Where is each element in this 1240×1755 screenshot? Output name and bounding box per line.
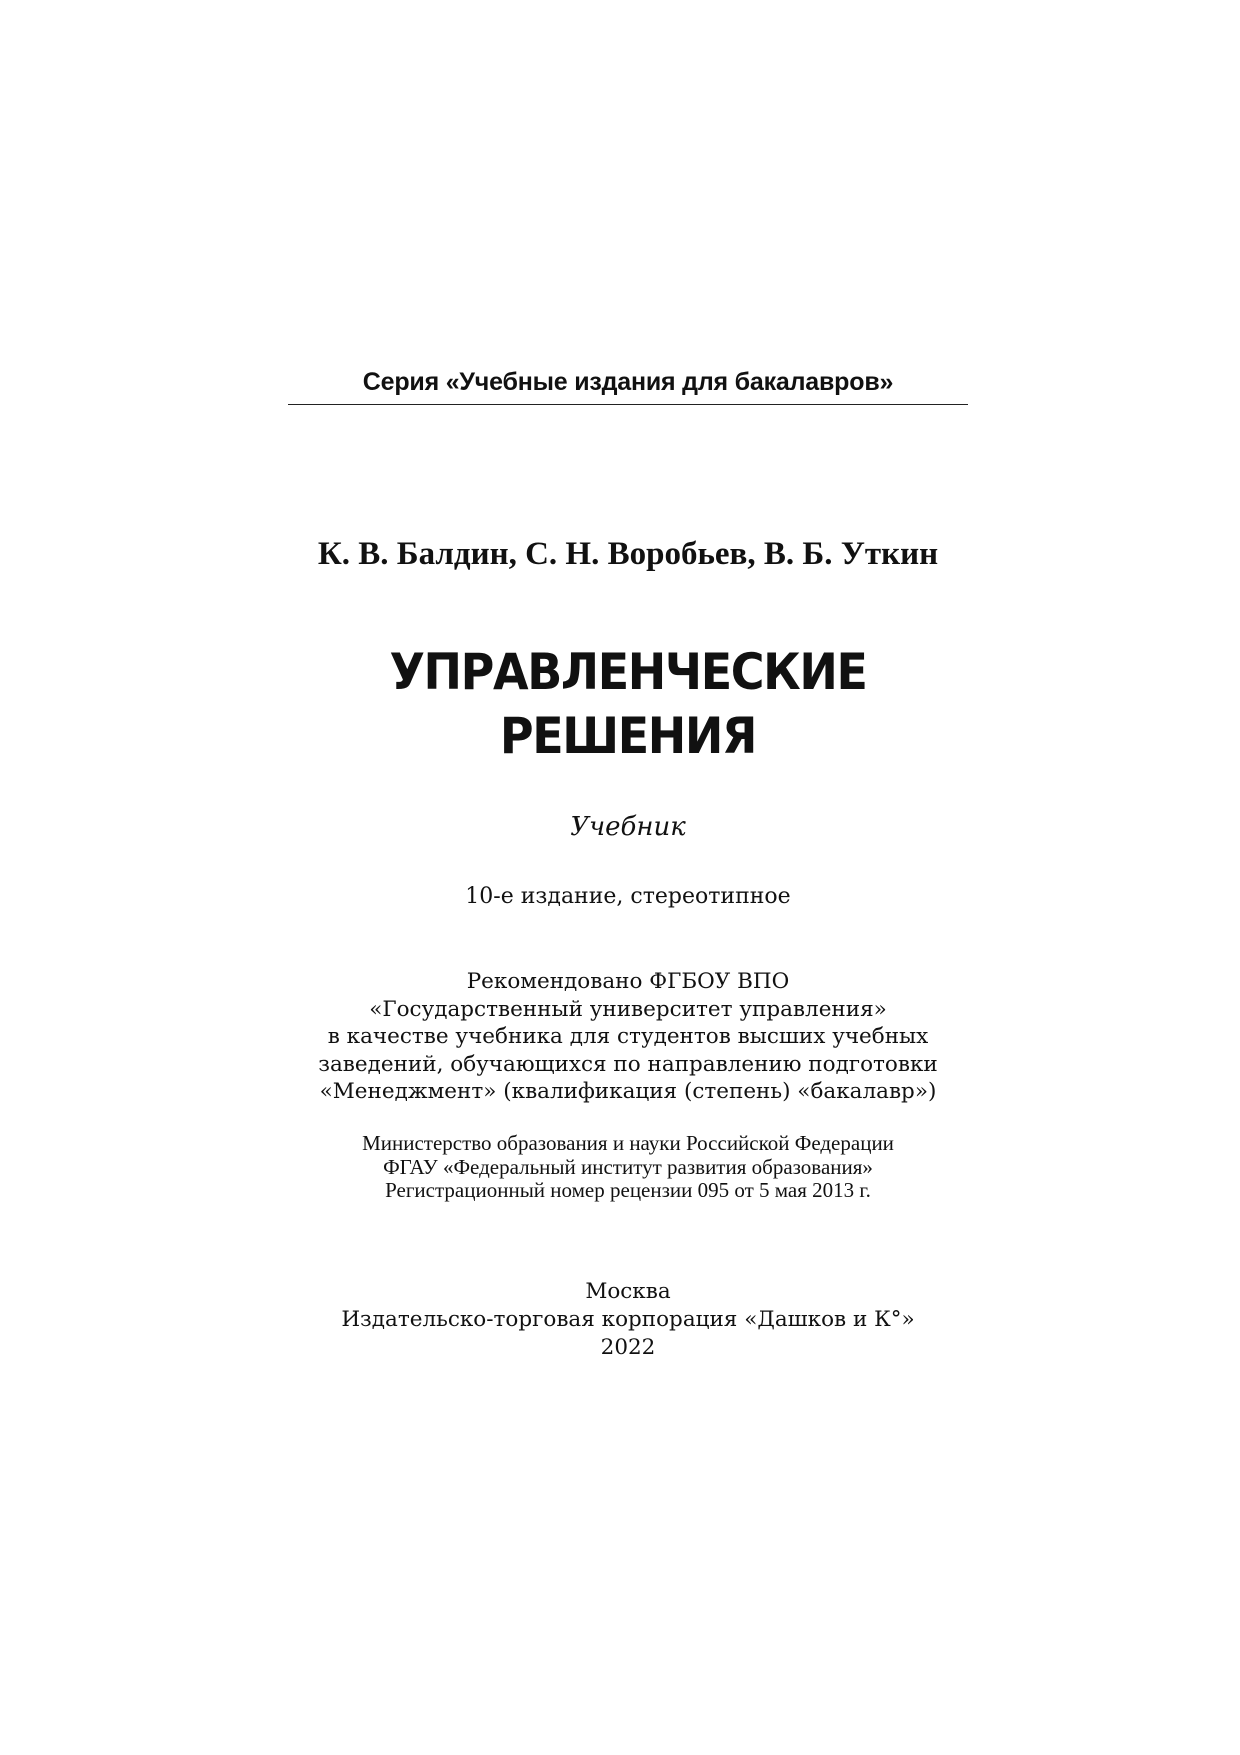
ministry-line: Министерство образования и науки Российской Федерации [362, 1131, 894, 1155]
imprint-block [280, 1278, 976, 1362]
publication-type: Учебник [570, 812, 686, 842]
recommendation-line: в качестве учебника для студентов высших учебных [327, 1024, 929, 1049]
recommendation-line: «Менеджмент» (квалификация (степень) «бакалавр») [319, 1079, 937, 1104]
recommendation-line: Рекомендовано ФГБОУ ВПО [466, 969, 790, 994]
recommendation-line: «Государственный университет управления» [369, 996, 887, 1022]
ministry-line: Регистрационный номер рецензии 095 от 5 мая 2013 г. [385, 1178, 871, 1202]
imprint-publisher: Издательско-торговая корпорация «Дашков и К°» [341, 1307, 915, 1332]
book-title-line-2: РЕШЕНИЯ [499, 707, 757, 765]
authors: К. В. Балдин, С. Н. Воробьев, В. Б. Уткин [317, 536, 939, 572]
ministry-block [280, 1132, 976, 1203]
imprint-year: 2022 [600, 1335, 656, 1360]
edition-note: 10-е издание, стереотипное [465, 884, 791, 909]
recommendation-line: заведений, обучающихся по направлению подготовки [318, 1051, 938, 1077]
imprint-city: Москва [585, 1279, 671, 1304]
recommendation-block [280, 968, 976, 1106]
series-divider [288, 404, 968, 405]
ministry-line: ФГАУ «Федеральный институт развития образования» [383, 1154, 873, 1179]
book-title [200, 640, 1056, 768]
series-title: Серия «Учебные издания для бакалавров» [362, 368, 894, 396]
book-title-line-1: УПРАВЛЕНЧЕСКИЕ [389, 643, 867, 701]
